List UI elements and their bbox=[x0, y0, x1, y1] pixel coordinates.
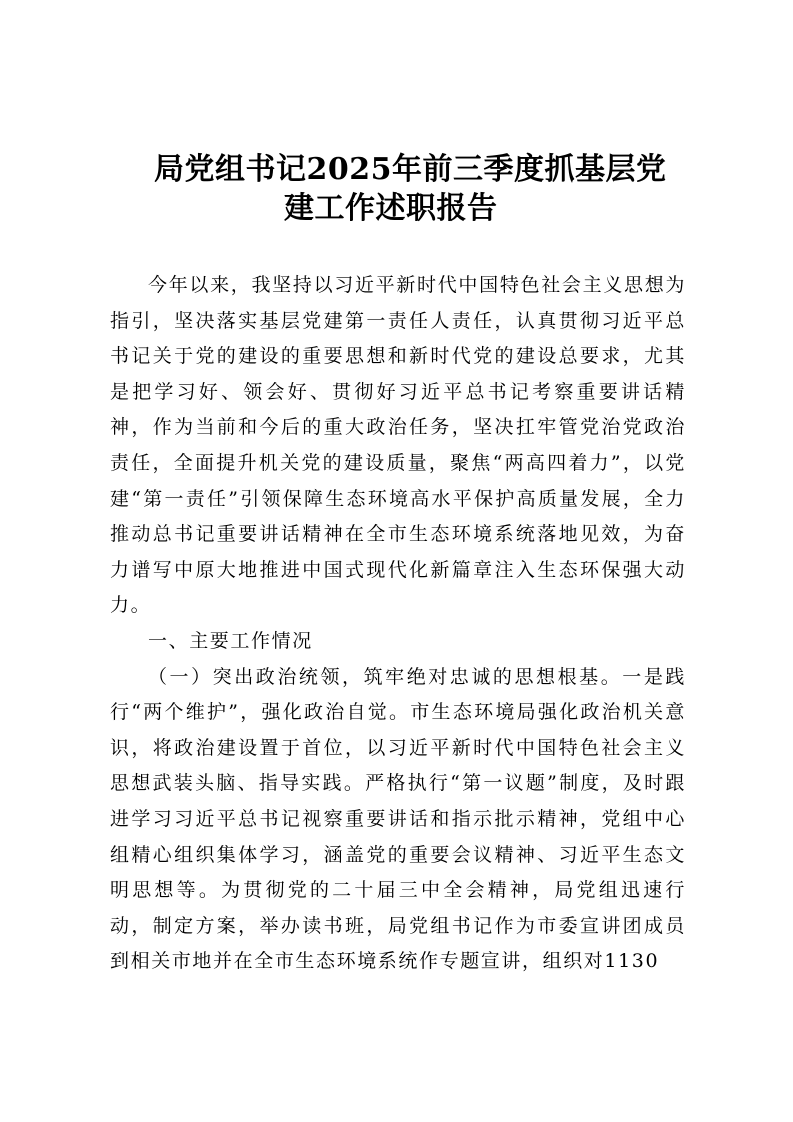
title-line-2: 建工作述职报告 bbox=[284, 191, 498, 226]
section-1-heading: 一、主要工作情况 bbox=[148, 629, 313, 652]
section-1-paragraph-1: （一）突出政治统领，筑牢绝对忠诚的思想根基。一是践行“两个维护”，强化政治自觉。市生态环境局强化政治机关意识，将政治建设置于首位，以习近平新时代中国特色社会主义思想武装头脑、指导实践。严格执行“第一议题”制度，及时跟进学习习近平总书记视察重要讲话和指示批示精神，党组中心组精心组织集体学习，涵盖党的重要会议精神、习近平生态文明思想等。为贯彻党的二十届三中全会精神，局党组迅速行动，制定方案，举办读书班，局党组书记作为市委宣讲团成员到相关市地并在全市生态环境系统作专题宣讲，组织对1130 bbox=[110, 665, 686, 973]
document-title bbox=[110, 150, 690, 228]
title-line-1: 局党组书记2025年前三季度抓基层党 bbox=[154, 152, 667, 187]
document-body bbox=[110, 268, 686, 980]
intro-paragraph: 今年以来，我坚持以习近平新时代中国特色社会主义思想为指引，坚决落实基层党建第一责任人责任，认真贯彻习近平总书记关于党的建设的重要思想和新时代党的建设总要求，尤其是把学习好、领会好、贯彻好习近平总书记考察重要讲话精神，作为当前和今后的重大政治任务，坚决扛牢管党治党政治责任，全面提升机关党的建设质量，聚焦“两高四着力”，以党建“第一责任”引领保障生态环境高水平保护高质量发展，全力推动总书记重要讲话精神在全市生态环境系统落地见效，为奋力谱写中原大地推进中国式现代化新篇章注入生态环保强大动力。 bbox=[110, 274, 686, 617]
